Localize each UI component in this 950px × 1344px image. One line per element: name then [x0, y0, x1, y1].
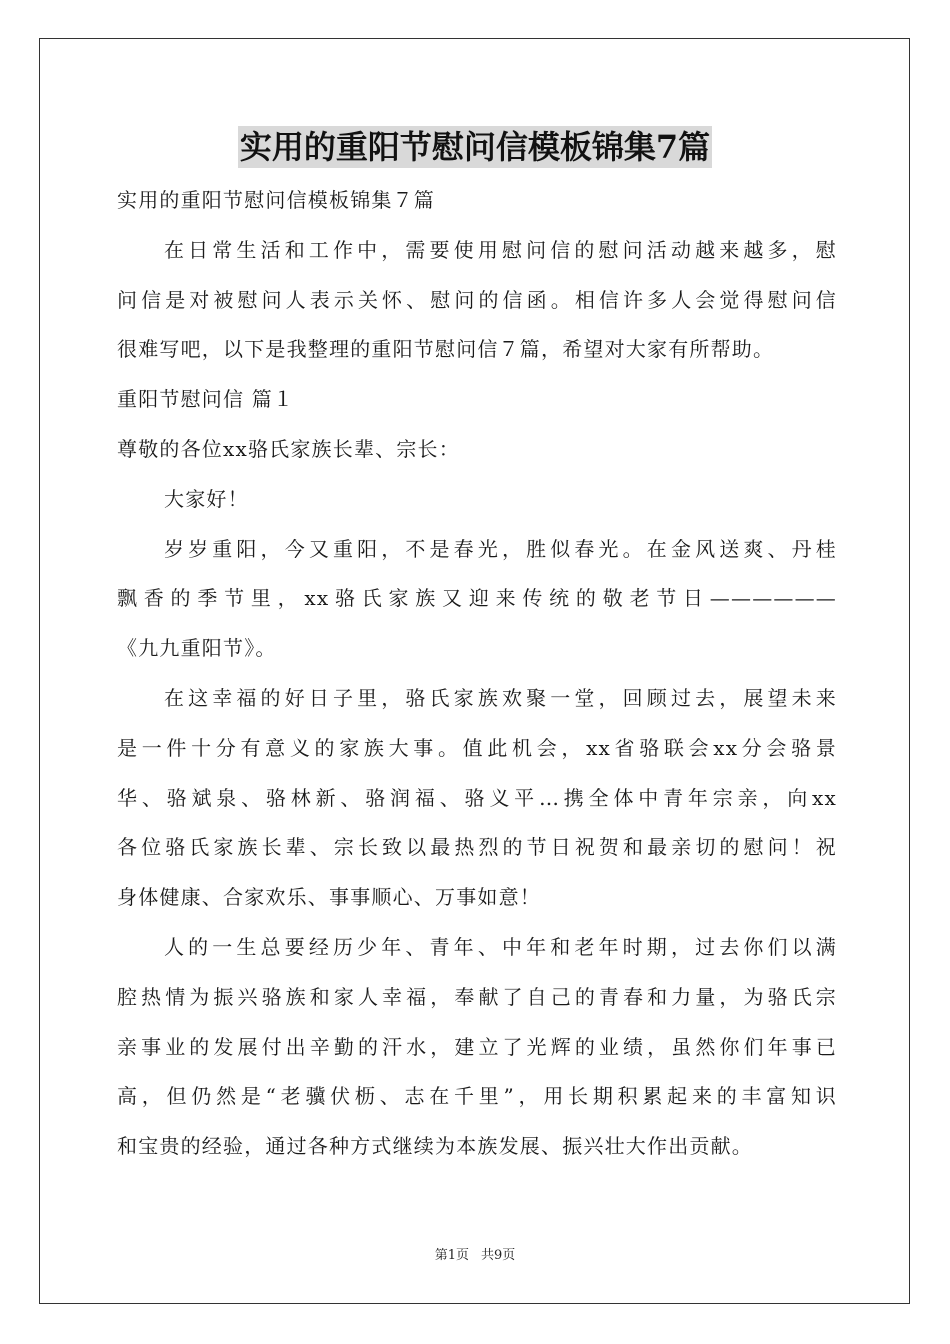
page-footer [0, 1247, 950, 1265]
paragraph-line: 和宝贵的经验，通过各种方式继续为本族发展、振兴壮大作出贡献。 [117, 1134, 753, 1159]
paragraph-line: 问信是对被慰问人表示关怀、慰问的信函。相信许多人会觉得慰问信 [117, 287, 837, 312]
salutation-line: 尊敬的各位xx骆氏家族长辈、宗长： [117, 436, 460, 461]
paragraph-line: 飘香的季节里，xx骆氏家族又迎来传统的敬老节日—————— [117, 586, 837, 611]
paragraph-line: 人的一生总要经历少年、青年、中年和老年时期，过去你们以满 [164, 934, 837, 959]
paragraph-line: 高，但仍然是“老骥伏枥、志在千里”，用长期积累起来的丰富知识 [117, 1084, 837, 1109]
paragraph-line: 亲事业的发展付出辛勤的汗水，建立了光辉的业绩，虽然你们年事已 [117, 1034, 837, 1059]
paragraph-line: 是一件十分有意义的家族大事。值此机会，xx省骆联会xx分会骆景 [117, 735, 837, 760]
document-body [117, 176, 837, 1172]
paragraph-line: 在日常生活和工作中，需要使用慰问信的慰问活动越来越多，慰 [164, 237, 837, 262]
paragraph-line: 腔热情为振兴骆族和家人幸福，奉献了自己的青春和力量，为骆氏宗 [117, 984, 837, 1009]
section-heading: 重阳节慰问信 篇１ [117, 387, 295, 412]
paragraph-line: 身体健康、合家欢乐、事事顺心、万事如意！ [117, 885, 541, 910]
paragraph-line: 各位骆氏家族长辈、宗长致以最热烈的节日祝贺和最亲切的慰问！祝 [117, 835, 837, 860]
greeting-line: 大家好！ [164, 486, 249, 511]
title-area [0, 126, 950, 168]
page-number: 第1页 [434, 1248, 469, 1263]
paragraph-line: 华、骆斌泉、骆林新、骆润福、骆义平…携全体中青年宗亲，向xx [117, 785, 837, 810]
paragraph-line: 岁岁重阳，今又重阳，不是春光，胜似春光。在金风送爽、丹桂 [164, 536, 837, 561]
subtitle-line: 实用的重阳节慰问信模板锦集７篇 [117, 188, 435, 212]
page-total: 共9页 [481, 1248, 516, 1263]
document-title: 实用的重阳节慰问信模板锦集7篇 [239, 128, 711, 166]
paragraph-line: 在这幸福的好日子里，骆氏家族欢聚一堂，回顾过去，展望未来 [164, 685, 837, 710]
paragraph-line: 《九九重阳节》。 [117, 636, 277, 661]
paragraph-line: 很难写吧，以下是我整理的重阳节慰问信７篇，希望对大家有所帮助。 [117, 337, 775, 362]
